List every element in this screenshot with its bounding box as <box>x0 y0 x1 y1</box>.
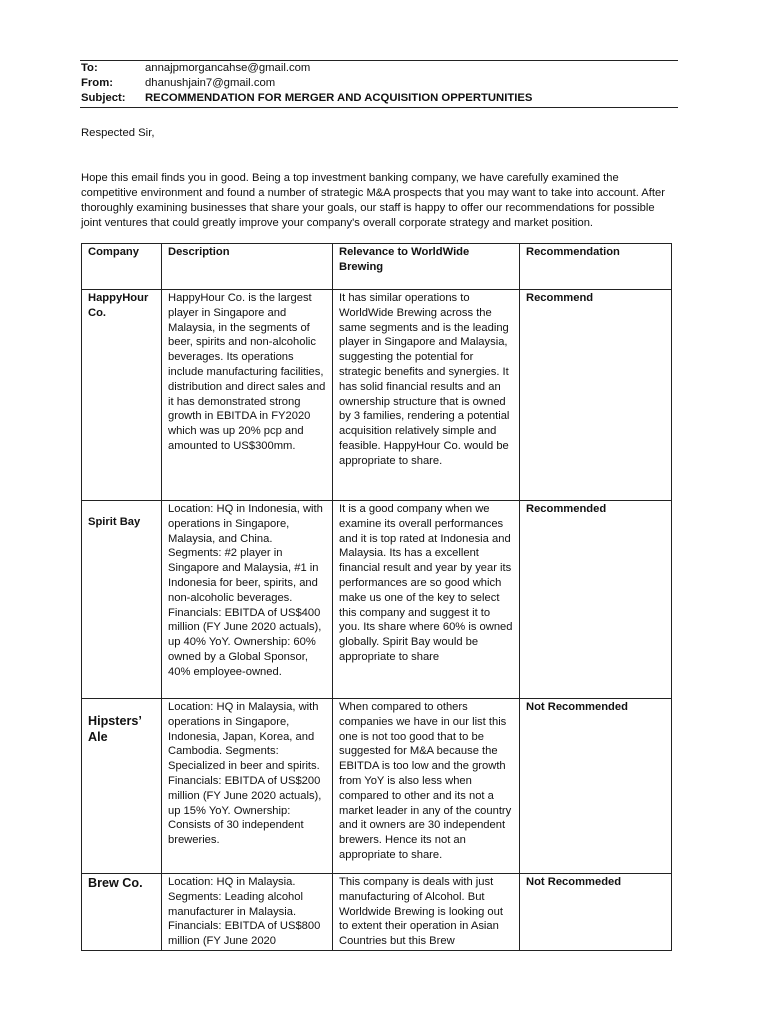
description-cell: Location: HQ in Malaysia, with operations in Singapore, Indonesia, Japan, Korea, and Cambodia. Segments: Specialized in beer and spirits. Financials: EBITDA of US$200 million (FY June 2020 actuals), up 15% YoY. Ownership: Consists of 30 independent breweries. <box>162 699 333 874</box>
recommendation-cell: Recommended <box>520 501 672 699</box>
email-to-value: annajpmorgancahse@gmail.com <box>145 62 311 74</box>
email-to-label: To: <box>81 62 98 74</box>
email-to-row <box>81 61 310 75</box>
recommendation-cell: Not Recommeded <box>520 874 672 951</box>
company-cell: Brew Co. <box>82 874 162 951</box>
company-cell: Hipsters’ Ale <box>82 699 162 874</box>
email-subject-value: RECOMMENDATION FOR MERGER AND ACQUISITION OPPERTUNITIES <box>145 92 533 104</box>
relevance-cell: When compared to others companies we have in our list this one is not too good that to be suggested for M&A because the EBITDA is too low and the growth from YoY is also less when compared to other and its not a market leader in any of the country and it owners are 30 independent brewers. Hence its not an appropriate to share. <box>333 699 520 874</box>
header-description: Description <box>162 244 333 290</box>
relevance-cell: It is a good company when we examine its overall performances and it is top rated at Indonesia and Malaysia. Its has a excellent financial result and year by year its performances are so good which make us one of the key to select this company and suggest it to you. Its share where 60% is owned globally. Spirit Bay would be appropriate to share <box>333 501 520 699</box>
salutation: Respected Sir, <box>81 127 155 139</box>
email-from-label: From: <box>81 77 114 89</box>
header-recommendation: Recommendation <box>520 244 672 290</box>
description-cell: HappyHour Co. is the largest player in Singapore and Malaysia, in the segments of beer, spirits and non-alcoholic beverages. Its operations include manufacturing facilities, distribution and direct sales and it has demonstrated strong growth in EBITDA in FY2020 which was up 20% pcp and amounted to US$300mm. <box>162 290 333 501</box>
recommendation-table <box>81 243 672 951</box>
table-row <box>82 699 672 874</box>
header-relevance: Relevance to WorldWide Brewing <box>333 244 520 290</box>
intro-paragraph: Hope this email finds you in good. Being a top investment banking company, we have carefully examined the competitive environment and found a number of strategic M&A prospects that you may want to take into account. After thoroughly examining businesses that share your goals, our staff is happy to offer our recommendations for possible joint ventures that could greatly improve your company's overall corporate strategy and market position. <box>81 172 665 229</box>
table-row <box>82 290 672 501</box>
table-header-row <box>82 244 672 290</box>
table-row <box>82 874 672 951</box>
relevance-cell: This company is deals with just manufacturing of Alcohol. But Worldwide Brewing is looking out to extent their operation in Asian Countries but this Brew <box>333 874 520 951</box>
recommendation-cell: Not Recommended <box>520 699 672 874</box>
email-subject-label: Subject: <box>81 92 126 104</box>
email-subject-row <box>81 91 532 105</box>
email-from-row <box>81 76 275 90</box>
description-cell: Location: HQ in Malaysia. Segments: Leading alcohol manufacturer in Malaysia. Financials: EBITDA of US$800 million (FY June 2020 <box>162 874 333 951</box>
company-cell: HappyHour Co. <box>82 290 162 501</box>
email-from-value: dhanushjain7@gmail.com <box>145 77 276 89</box>
company-cell: Spirit Bay <box>82 501 162 699</box>
description-cell: Location: HQ in Indonesia, with operations in Singapore, Malaysia, and China. Segments: #2 player in Singapore and Malaysia, #1 in Indonesia for beer, spirits, and non-alcoholic beverages. Financials: EBITDA of US$400 million (FY June 2020 actuals), up 40% YoY. Ownership: 60% owned by a Global Sponsor, 40% employee-owned. <box>162 501 333 699</box>
header-company: Company <box>82 244 162 290</box>
relevance-cell: It has similar operations to WorldWide Brewing across the same segments and is the leading player in Singapore and Malaysia, suggesting the potential for strategic benefits and synergies. It has solid financial results and an ownership structure that is owned by 3 families, rendering a potential acquisition relatively simple and feasible. HappyHour Co. would be appropriate to share. <box>333 290 520 501</box>
table-row <box>82 501 672 699</box>
header-bottom-rule <box>80 107 678 108</box>
recommendation-cell: Recommend <box>520 290 672 501</box>
